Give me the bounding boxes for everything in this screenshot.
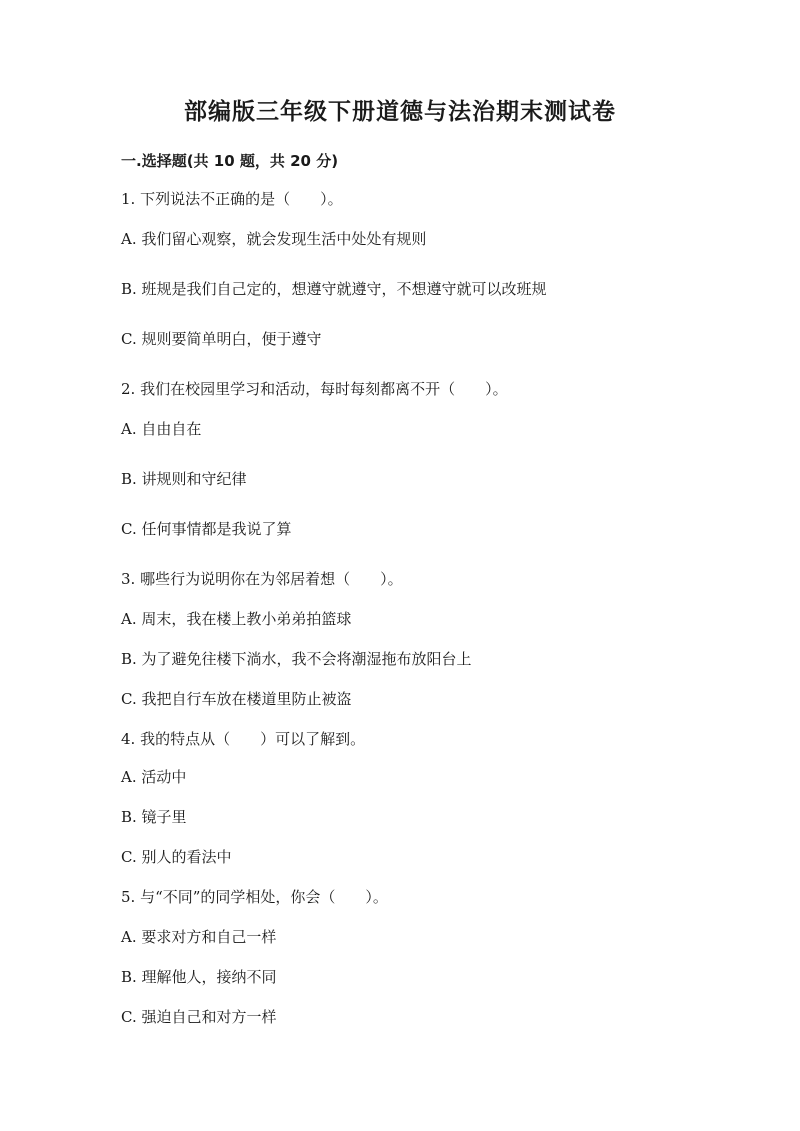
option-a: A. 活动中: [121, 768, 187, 786]
option-b: B. 理解他人，接纳不同: [121, 968, 277, 986]
option-b: B. 为了避免往楼下淌水，我不会将潮湿拖布放阳台上: [121, 650, 472, 668]
option-c: C. 任何事情都是我说了算: [121, 520, 292, 538]
option-a: A. 周末，我在楼上教小弟弟拍篮球: [121, 610, 352, 628]
question-stem: 5. 与“不同”的同学相处，你会（ ）。: [121, 888, 388, 906]
option-c: C. 强迫自己和对方一样: [121, 1008, 277, 1026]
option-b: B. 班规是我们自己定的，想遵守就遵守，不想遵守就可以改班规: [121, 280, 547, 298]
question-stem: 3. 哪些行为说明你在为邻居着想（ ）。: [121, 570, 403, 588]
exam-title: 部编版三年级下册道德与法治期末测试卷: [184, 98, 616, 125]
question-stem: 2. 我们在校园里学习和活动，每时每刻都离不开（ ）。: [121, 380, 508, 398]
option-b: B. 讲规则和守纪律: [121, 470, 247, 488]
question-stem: 1. 下列说法不正确的是（ ）。: [121, 190, 343, 208]
option-a: A. 自由自在: [121, 420, 202, 438]
option-a: A. 我们留心观察，就会发现生活中处处有规则: [121, 230, 427, 248]
option-c: C. 规则要简单明白，便于遵守: [121, 330, 322, 348]
option-c: C. 我把自行车放在楼道里防止被盗: [121, 690, 352, 708]
question-stem: 4. 我的特点从（ ）可以了解到。: [121, 730, 366, 748]
option-b: B. 镜子里: [121, 808, 187, 826]
option-c: C. 别人的看法中: [121, 848, 232, 866]
option-a: A. 要求对方和自己一样: [121, 928, 277, 946]
section-heading: 一.选择题(共 10 题，共 20 分): [121, 152, 339, 170]
